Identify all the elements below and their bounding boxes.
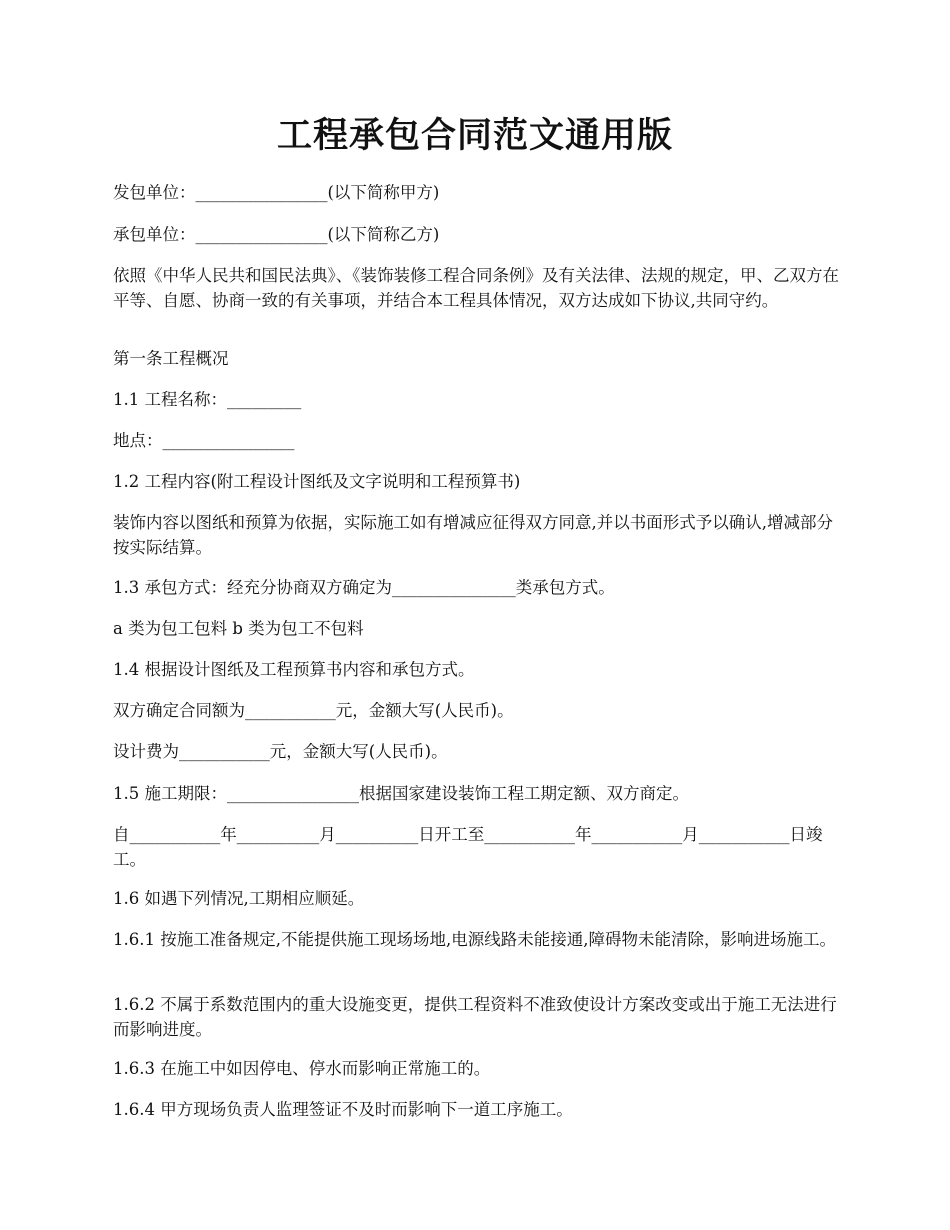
clause-1-6-4: 1.6.4 甲方现场负责人监理签证不及时而影响下一道工序施工。: [113, 1100, 573, 1119]
clause-1-1-project-name: 1.1 工程名称：_________: [113, 390, 302, 409]
party-a-line: 发包单位：________________(以下简称甲方): [113, 183, 440, 202]
clause-1-6: 1.6 如遇下列情况,工期相应顺延。: [113, 889, 365, 908]
preamble-paragraph: 依照《中华人民共和国民法典》、《装饰装修工程合同条例》及有关法律、法规的规定，甲、乙双方在平等、自愿、协商一致的有关事项，并结合本工程具体情况，双方达成如下协议,共同守约。: [113, 266, 839, 310]
clause-1-2-project-content: 1.2 工程内容(附工程设计图纸及文字说明和工程预算书): [113, 472, 521, 491]
clause-1-4: 1.4 根据设计图纸及工程预算书内容和承包方式。: [113, 660, 475, 679]
document-title: 工程承包合同范文通用版: [276, 115, 673, 156]
clause-location: 地点：________________: [113, 431, 295, 450]
clause-start-end-dates: 自___________年__________月__________日开工至___________年___________月___________日竣工。: [113, 825, 823, 869]
clause-design-fee: 设计费为___________元，金额大写(人民币)。: [113, 742, 448, 761]
article-1-heading: 第一条工程概况: [113, 349, 229, 368]
clause-1-6-2: 1.6.2 不属于系数范围内的重大设施变更，提供工程资料不准致使设计方案改变或出于施工无法进行而影响进度。: [113, 995, 837, 1039]
clause-contract-amount: 双方确定合同额为___________元，金额大写(人民币)。: [113, 701, 514, 720]
party-b-line: 承包单位：________________(以下简称乙方): [113, 225, 440, 244]
clause-1-6-1: 1.6.1 按施工准备规定,不能提供施工现场场地,电源线路未能接通,障碍物未能清除，影响进场施工。: [113, 930, 836, 949]
clause-contract-types: a 类为包工包料 b 类为包工不包料: [113, 619, 364, 638]
clause-1-5-schedule: 1.5 施工期限：________________根据国家建设装饰工程工期定额、双方商定。: [113, 784, 689, 803]
clause-1-3-contract-mode: 1.3 承包方式：经充分协商双方确定为_______________类承包方式。: [113, 578, 615, 597]
clause-1-6-3: 1.6.3 在施工中如因停电、停水而影响正常施工的。: [113, 1059, 491, 1078]
clause-decoration-content: 装饰内容以图纸和预算为依据，实际施工如有增减应征得双方同意,并以书面形式予以确认,增减部分按实际结算。: [113, 513, 833, 557]
